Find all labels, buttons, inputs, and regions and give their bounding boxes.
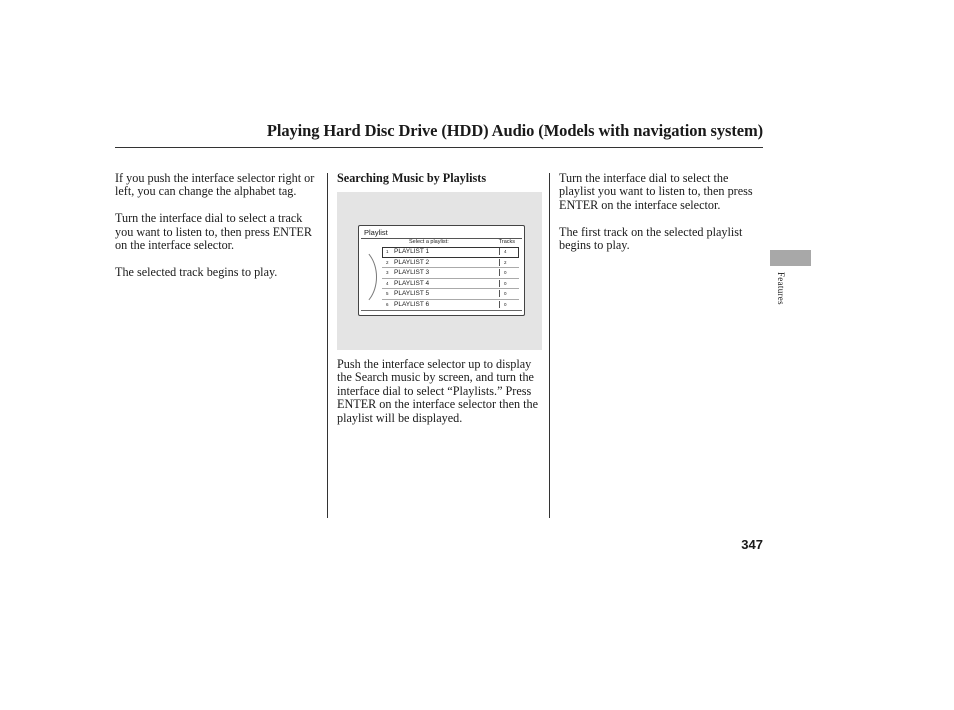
page-number: 347 <box>741 537 763 552</box>
row-separator <box>499 269 500 276</box>
column-divider-2 <box>549 173 550 518</box>
row-index: 1 <box>386 249 389 254</box>
playlist-row[interactable] <box>382 258 519 269</box>
page-title: Playing Hard Disc Drive (HDD) Audio (Models with navigation system) <box>266 121 763 140</box>
row-track-count: 0 <box>504 280 507 286</box>
playlist-row[interactable] <box>382 268 519 279</box>
row-separator <box>499 301 500 308</box>
paragraph-alphabet-tag: If you push the interface selector right or left, you can change the alphabet tag. <box>115 171 315 199</box>
paragraph-display-playlists: Push the interface selector up to display the Search music by screen, and turn the interface dial to select “Playlists.” Press ENTER on the interface selector then the playlist will be displayed. <box>337 357 539 425</box>
row-separator <box>499 280 500 287</box>
row-track-count: 4 <box>504 249 507 254</box>
row-index: 2 <box>386 259 389 265</box>
row-separator <box>499 248 500 255</box>
playlist-screen-figure <box>337 192 542 350</box>
column-middle-lower <box>337 358 542 438</box>
screen-bottom-rule <box>361 310 522 311</box>
row-index: 3 <box>386 270 389 276</box>
row-name: PLAYLIST 2 <box>394 258 430 266</box>
row-name: PLAYLIST 5 <box>394 290 430 298</box>
screen-tracks-label: Tracks <box>498 239 515 245</box>
row-track-count: 0 <box>504 270 507 276</box>
screen-prompt: Select a playlist: <box>409 239 449 245</box>
section-tab <box>770 250 811 266</box>
title-rule <box>115 147 763 148</box>
row-name: PLAYLIST 1 <box>394 248 430 255</box>
playlist-row[interactable] <box>382 247 519 258</box>
row-separator <box>499 290 500 297</box>
playlist-screen <box>358 225 525 316</box>
column-middle <box>337 172 542 191</box>
row-name: PLAYLIST 3 <box>394 269 430 277</box>
playlist-list <box>382 247 519 311</box>
row-track-count: 0 <box>504 291 507 297</box>
paragraph-select-playlist: Turn the interface dial to select the playlist you want to listen to, then press ENTER on the interface selector. <box>559 171 753 212</box>
row-name: PLAYLIST 4 <box>394 279 430 287</box>
column-left <box>115 172 315 293</box>
paragraph-track-plays: The selected track begins to play. <box>115 264 278 279</box>
row-index: 6 <box>386 301 389 307</box>
paragraph-select-track: Turn the interface dial to select a track you want to listen to, then press ENTER on the interface selector. <box>115 211 313 253</box>
row-index: 4 <box>386 280 389 286</box>
column-divider-1 <box>327 173 328 518</box>
playlist-row[interactable] <box>382 289 519 300</box>
section-heading: Searching Music by Playlists <box>337 171 487 185</box>
row-index: 5 <box>386 291 389 297</box>
row-track-count: 2 <box>504 259 507 265</box>
column-right <box>559 172 759 266</box>
paragraph-first-track: The first track on the selected playlist begins to play. <box>559 224 743 253</box>
playlist-row[interactable] <box>382 300 519 311</box>
screen-title: Playlist <box>364 228 388 237</box>
dial-arc-icon <box>331 246 377 308</box>
section-label: Features <box>776 272 786 305</box>
playlist-row[interactable] <box>382 279 519 290</box>
row-separator <box>499 259 500 266</box>
row-name: PLAYLIST 6 <box>394 300 430 308</box>
row-track-count: 0 <box>504 301 507 307</box>
